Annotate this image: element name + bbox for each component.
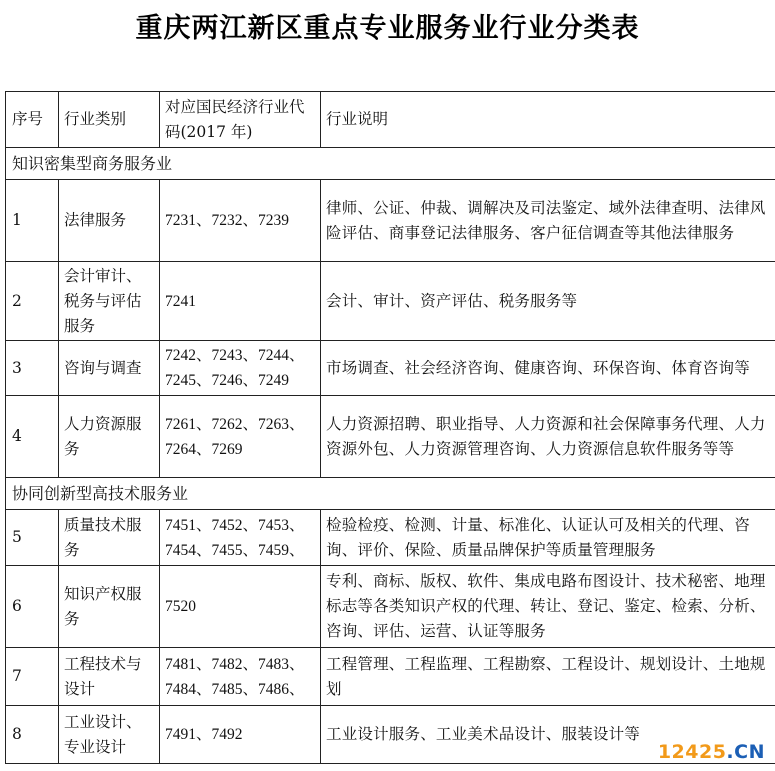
header-no: 序号 xyxy=(6,92,59,148)
row-category: 知识产权服务 xyxy=(59,566,160,648)
row-category: 会计审计、税务与评估服务 xyxy=(59,262,160,341)
watermark-dot: . xyxy=(726,741,735,763)
table-row xyxy=(6,510,775,566)
section-row xyxy=(6,148,775,180)
row-category: 工程技术与设计 xyxy=(59,648,160,706)
table-row xyxy=(6,180,775,262)
row-category: 质量技术服务 xyxy=(59,510,160,566)
row-code: 7491、7492 xyxy=(160,706,321,764)
header-desc: 行业说明 xyxy=(321,92,775,148)
row-desc: 人力资源招聘、职业指导、人力资源和社会保障事务代理、人力资源外包、人力资源管理咨询、人力资源信息软件服务等等 xyxy=(321,396,775,478)
row-desc: 工程管理、工程监理、工程勘察、工程设计、规划设计、土地规划 xyxy=(321,648,775,706)
row-no: 8 xyxy=(6,706,59,764)
section-row xyxy=(6,478,775,510)
row-desc: 市场调查、社会经济咨询、健康咨询、环保咨询、体育咨询等 xyxy=(321,341,775,396)
row-code: 7242、7243、7244、7245、7246、7249 xyxy=(160,341,321,396)
row-category: 咨询与调查 xyxy=(59,341,160,396)
watermark-text: 12425 xyxy=(657,741,727,763)
row-desc: 律师、公证、仲裁、调解决及司法鉴定、域外法律查明、法律风险评估、商事登记法律服务、客户征信调查等其他法律服务 xyxy=(321,180,775,262)
table-row xyxy=(6,341,775,396)
table-row xyxy=(6,648,775,706)
row-no: 2 xyxy=(6,262,59,341)
header-code: 对应国民经济行业代码(2017 年) xyxy=(160,92,321,148)
table-row xyxy=(6,262,775,341)
header-category: 行业类别 xyxy=(59,92,160,148)
row-category: 人力资源服务 xyxy=(59,396,160,478)
row-no: 5 xyxy=(6,510,59,566)
row-desc: 会计、审计、资产评估、税务服务等 xyxy=(321,262,775,341)
row-category: 法律服务 xyxy=(59,180,160,262)
page-title: 重庆两江新区重点专业服务业行业分类表 xyxy=(135,13,640,44)
site-watermark-logo xyxy=(656,741,767,763)
row-no: 1 xyxy=(6,180,59,262)
row-no: 7 xyxy=(6,648,59,706)
table-row xyxy=(6,566,775,648)
row-code: 7481、7482、7483、7484、7485、7486、 xyxy=(160,648,321,706)
table-header-row xyxy=(6,92,775,148)
row-desc: 工业设计服务、工业美术品设计、服装设计等 xyxy=(321,706,775,764)
watermark-tld: CN xyxy=(734,741,765,763)
section-title: 协同创新型高技术服务业 xyxy=(6,478,775,510)
classification-table xyxy=(5,91,775,764)
row-desc: 专利、商标、版权、软件、集成电路布图设计、技术秘密、地理标志等各类知识产权的代理、转让、登记、鉴定、检索、分析、咨询、评估、运营、认证等服务 xyxy=(321,566,775,648)
classification-table-wrap xyxy=(5,91,775,764)
row-code: 7241 xyxy=(160,262,321,341)
row-no: 3 xyxy=(6,341,59,396)
row-code: 7451、7452、7453、7454、7455、7459、 xyxy=(160,510,321,566)
table-row xyxy=(6,396,775,478)
row-code: 7231、7232、7239 xyxy=(160,180,321,262)
row-category: 工业设计、专业设计 xyxy=(59,706,160,764)
section-title: 知识密集型商务服务业 xyxy=(6,148,775,180)
row-desc: 检验检疫、检测、计量、标准化、认证认可及相关的代理、咨询、评价、保险、质量品牌保护等质量管理服务 xyxy=(321,510,775,566)
row-no: 6 xyxy=(6,566,59,648)
row-code: 7261、7262、7263、7264、7269 xyxy=(160,396,321,478)
row-code: 7520 xyxy=(160,566,321,648)
row-no: 4 xyxy=(6,396,59,478)
